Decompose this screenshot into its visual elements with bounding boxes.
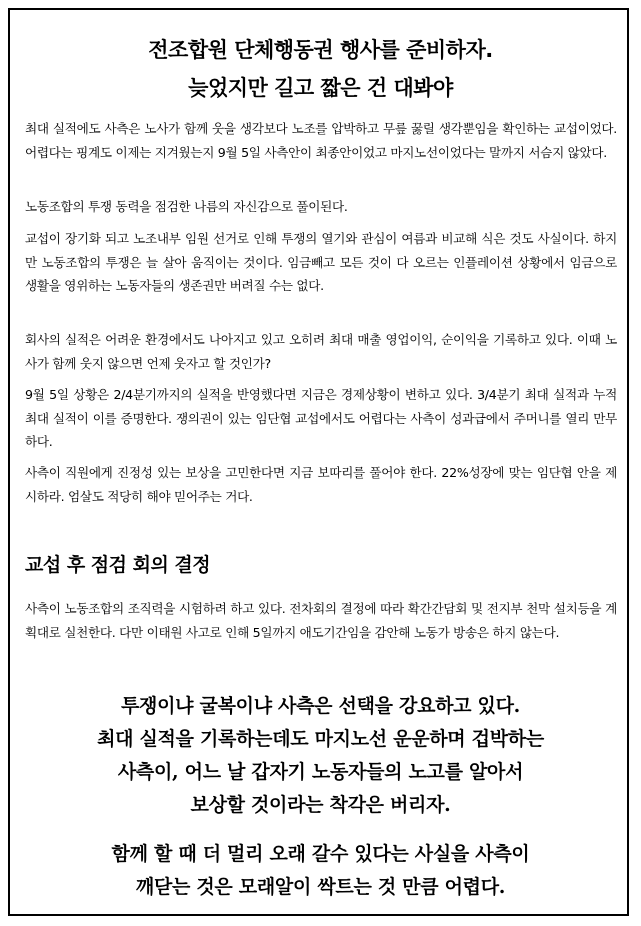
section-heading: 교섭 후 점검 회의 결정: [25, 554, 211, 576]
closing-statement: [0, 690, 641, 822]
closing-line-4: 보상할 것이라는 착각은 버리자.: [190, 794, 451, 816]
headline-line-1: 전조합원 단체행동권 행사를 준비하자.: [148, 38, 493, 62]
closing-line-2: 최대 실적을 기록하는데도 마지노선 운운하며 겁박하는: [97, 728, 544, 750]
closing-line-3: 사측이, 어느 날 갑자기 노동자들의 노고를 알아서: [117, 761, 524, 783]
section-body: 사측이 노동조합의 조직력을 시험하려 하고 있다. 전차회의 결정에 따라 확간간담회 및 전지부 천막 설치등을 계획대로 실천한다. 다만 이태원 사고로 인해 5일까지 애도기간임을 감안해 노동가 방송은 하지 않는다.: [25, 601, 617, 640]
closing-line-1: 투쟁이냐 굴복이냐 사측은 선택을 강요하고 있다.: [121, 695, 520, 717]
paragraph-1: 최대 실적에도 사측은 노사가 함께 웃을 생각보다 노조를 압박하고 무릎 꿇릴 생각뿐임을 확인하는 교섭이었다. 어렵다는 핑계도 이제는 지겨웠는지 9월 5일 사측안이 최종안이었고 마지노선이었다는 말까지 서슴지 않았다.: [25, 121, 617, 160]
paragraph-2: 노동조합의 투쟁 동력을 점검한 나름의 자신감으로 풀이된다.: [25, 199, 348, 214]
closing-line-6: 깨닫는 것은 모래알이 싹트는 것 만큼 어렵다.: [135, 876, 506, 898]
closing-statement-2: [0, 838, 641, 904]
headline-line-2: 늦었지만 길고 짧은 건 대봐야: [188, 76, 453, 100]
paragraph-4: 회사의 실적은 어려운 환경에서도 나아지고 있고 오히려 최대 매출 영업이익, 순이익을 기록하고 있다. 이때 노사가 함께 웃지 않으면 언제 웃자고 할 것인가?: [25, 332, 617, 371]
paragraph-3: 교섭이 장기화 되고 노조내부 임원 선거로 인해 투쟁의 열기와 관심이 여름과 비교해 식은 것도 사실이다. 하지만 노동조합의 투쟁은 늘 살아 움직이는 것이다. 임금빼고 모든 것이 다 오르는 인플레이션 상황에서 임금으로 생활을 영위하는 노동자들의 생존권만 버려질 수는 없다.: [25, 231, 617, 293]
paragraph-6: 사측이 직원에게 진정성 있는 보상을 고민한다면 지금 보따리를 풀어야 한다. 22%성장에 맞는 임단협 안을 제시하라. 엄살도 적당히 해야 믿어주는 거다.: [25, 465, 617, 504]
paragraph-5: 9월 5일 상황은 2/4분기까지의 실적을 반영했다면 지금은 경제상황이 변하고 있다. 3/4분기 최대 실적과 누적 최대 실적이 이를 증명한다. 쟁의권이 있는 임단협 교섭에서도 어렵다는 사측이 성과급에서 주머니를 열리 만무하다.: [25, 387, 617, 449]
closing-line-5: 함께 할 때 더 멀리 오래 갈수 있다는 사실을 사측이: [111, 843, 530, 865]
